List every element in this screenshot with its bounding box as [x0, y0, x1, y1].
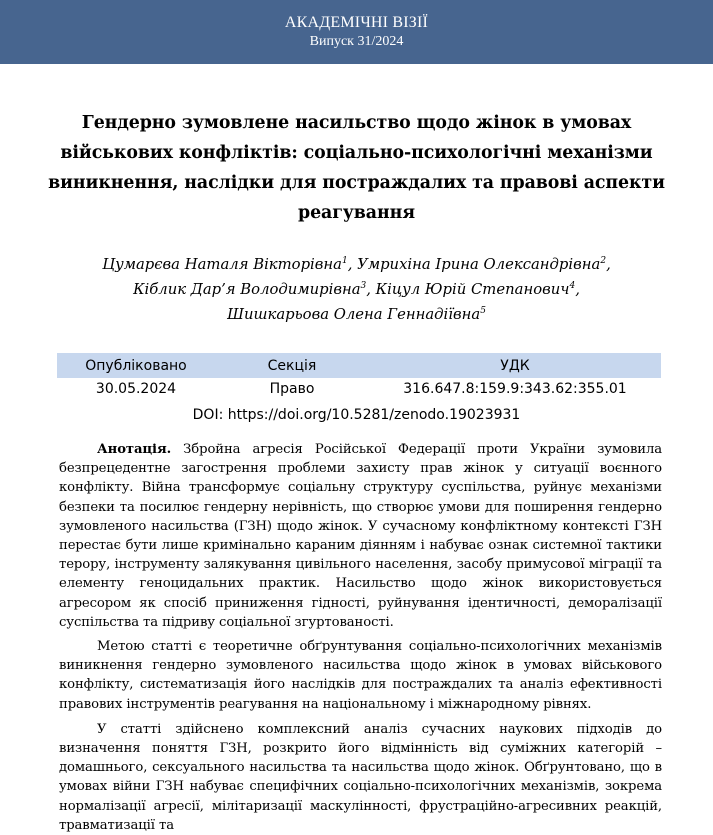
author-name: Кіблик Дар’я Володимирівна	[133, 281, 361, 298]
abstract-paragraph: Метою статті є теоретичне обґрунтування соціально-психологічних механізмів виникнення гендерно зумовленого насильства щодо жінок в умовах військового конфлікту, систематизація його наслідків для постраждалих та аналіз ефективності правових інструментів реагування на національному і міжнародному рівнях.	[59, 639, 662, 712]
section-header: Секція	[215, 353, 369, 378]
author-separator: ,	[575, 281, 580, 298]
abstract	[59, 440, 662, 835]
published-date: 30.05.2024	[95, 381, 177, 397]
meta-value-row	[57, 378, 661, 400]
abstract-paragraph: У статті здійснено комплексний аналіз сучасних наукових підходів до визначення поняття ГЗН, розкрито його відмінність від суміжних категорій – домашнього, сексуального насильства та насильства щодо жінок. Обґрунтовано, що в умовах війни ГЗН набуває специфічних соціально-психологічних механізмів, зокрема нормалізації агресії, мілітаризації маскулінності, фрустраційно-агресивних реакцій, травматизації та	[59, 721, 662, 833]
udc-header: УДК	[369, 353, 661, 378]
author-affiliation: 5	[480, 306, 486, 317]
author-affiliation: 1	[341, 256, 348, 267]
article-title: Гендерно зумовлене насильство щодо жінок в умовах військових конфліктів: соціально-психологічні механізми виникнення, наслідки для постраждалих та правові аспекти реагування	[48, 113, 665, 223]
abstract-text: Збройна агресія Російської Федерації проти України зумовила безпрецедентне загострення проблеми захисту прав жінок у ситуації воєнного конфлікту. Війна трансформує соціальну структуру суспільства, руйнує механізми безпеки та посилює гендерну нерівність, що створює умови для поширення гендерно зумовленого насильства (ГЗН) щодо жінок. У сучасному конфліктному контексті ГЗН перестає бути лише кримінально караним діянням і набуває ознак системної тактики терору, інструменту залякування цивільного населення, засобу примусової міграції та елементу геноцидальних практик. Насильство щодо жінок використовується агресором як спосіб приниження гідності, руйнування ідентичності, деморалізації суспільства та підриву соціальної згуртованості.	[59, 442, 662, 630]
author-separator: ,	[347, 256, 358, 273]
section-value: Право	[269, 381, 315, 397]
author-list	[40, 252, 673, 327]
author-name: Цумарєва Наталя Вікторівна	[102, 256, 342, 273]
author-name: Кіцул Юрій Степанович	[375, 281, 570, 298]
abstract-label: Анотація.	[97, 442, 172, 457]
author-name: Умрихіна Ірина Олександрівна	[357, 256, 601, 273]
journal-name: АКАДЕМІЧНІ ВІЗІЇ	[284, 14, 429, 31]
journal-header	[0, 0, 713, 64]
author-separator: ,	[606, 256, 611, 273]
meta-header-row	[57, 353, 661, 378]
abstract-paragraph	[59, 440, 662, 632]
published-header: Опубліковано	[57, 353, 215, 378]
author-affiliation: 4	[569, 281, 576, 292]
author-affiliation: 2	[600, 256, 607, 267]
doi-link[interactable]: DOI: https://doi.org/10.5281/zenodo.19023931	[192, 407, 521, 423]
publication-meta-table	[57, 353, 661, 400]
author-name: Шишкарьова Олена Геннадіївна	[227, 306, 481, 323]
author-separator: ,	[366, 281, 376, 298]
udc-value: 316.647.8:159.9:343.62:355.01	[403, 381, 627, 397]
author-affiliation: 3	[360, 281, 367, 292]
issue-number: Випуск 31/2024	[309, 34, 404, 49]
